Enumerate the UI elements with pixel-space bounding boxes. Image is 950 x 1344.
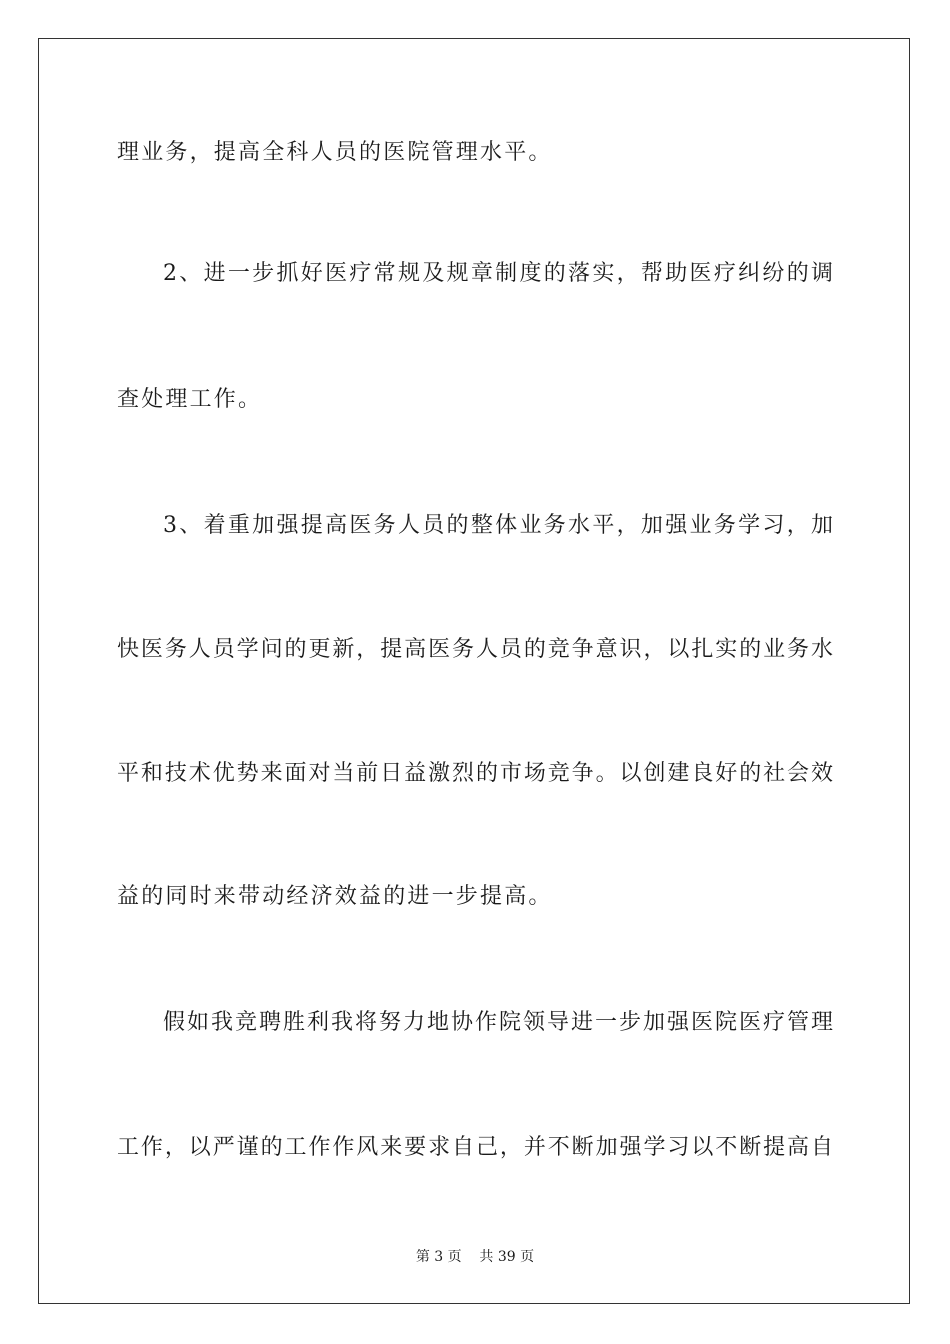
page-border: [38, 38, 910, 1304]
body-text-line: 3、着重加强提高医务人员的整体业务水平，加强业务学习，加: [163, 513, 833, 538]
body-text-line: 假如我竞聘胜利我将努力地协作院领导进一步加强医院医疗管理: [163, 1010, 833, 1035]
body-text-line: 工作，以严谨的工作作风来要求自己，并不断加强学习以不断提高自: [117, 1135, 833, 1160]
body-text-line: 理业务，提高全科人员的医院管理水平。: [117, 140, 553, 165]
body-text-line: 益的同时来带动经济效益的进一步提高。: [117, 884, 553, 909]
body-text-line: 2、进一步抓好医疗常规及规章制度的落实，帮助医疗纠纷的调: [163, 261, 833, 286]
body-text-line: 查处理工作。: [117, 387, 263, 412]
page-number-footer: 第 3 页 共 39 页: [415, 1249, 535, 1265]
body-text-line: 快医务人员学问的更新，提高医务人员的竞争意识，以扎实的业务水: [117, 637, 833, 662]
body-text-line: 平和技术优势来面对当前日益激烈的市场竞争。以创建良好的社会效: [117, 761, 833, 786]
